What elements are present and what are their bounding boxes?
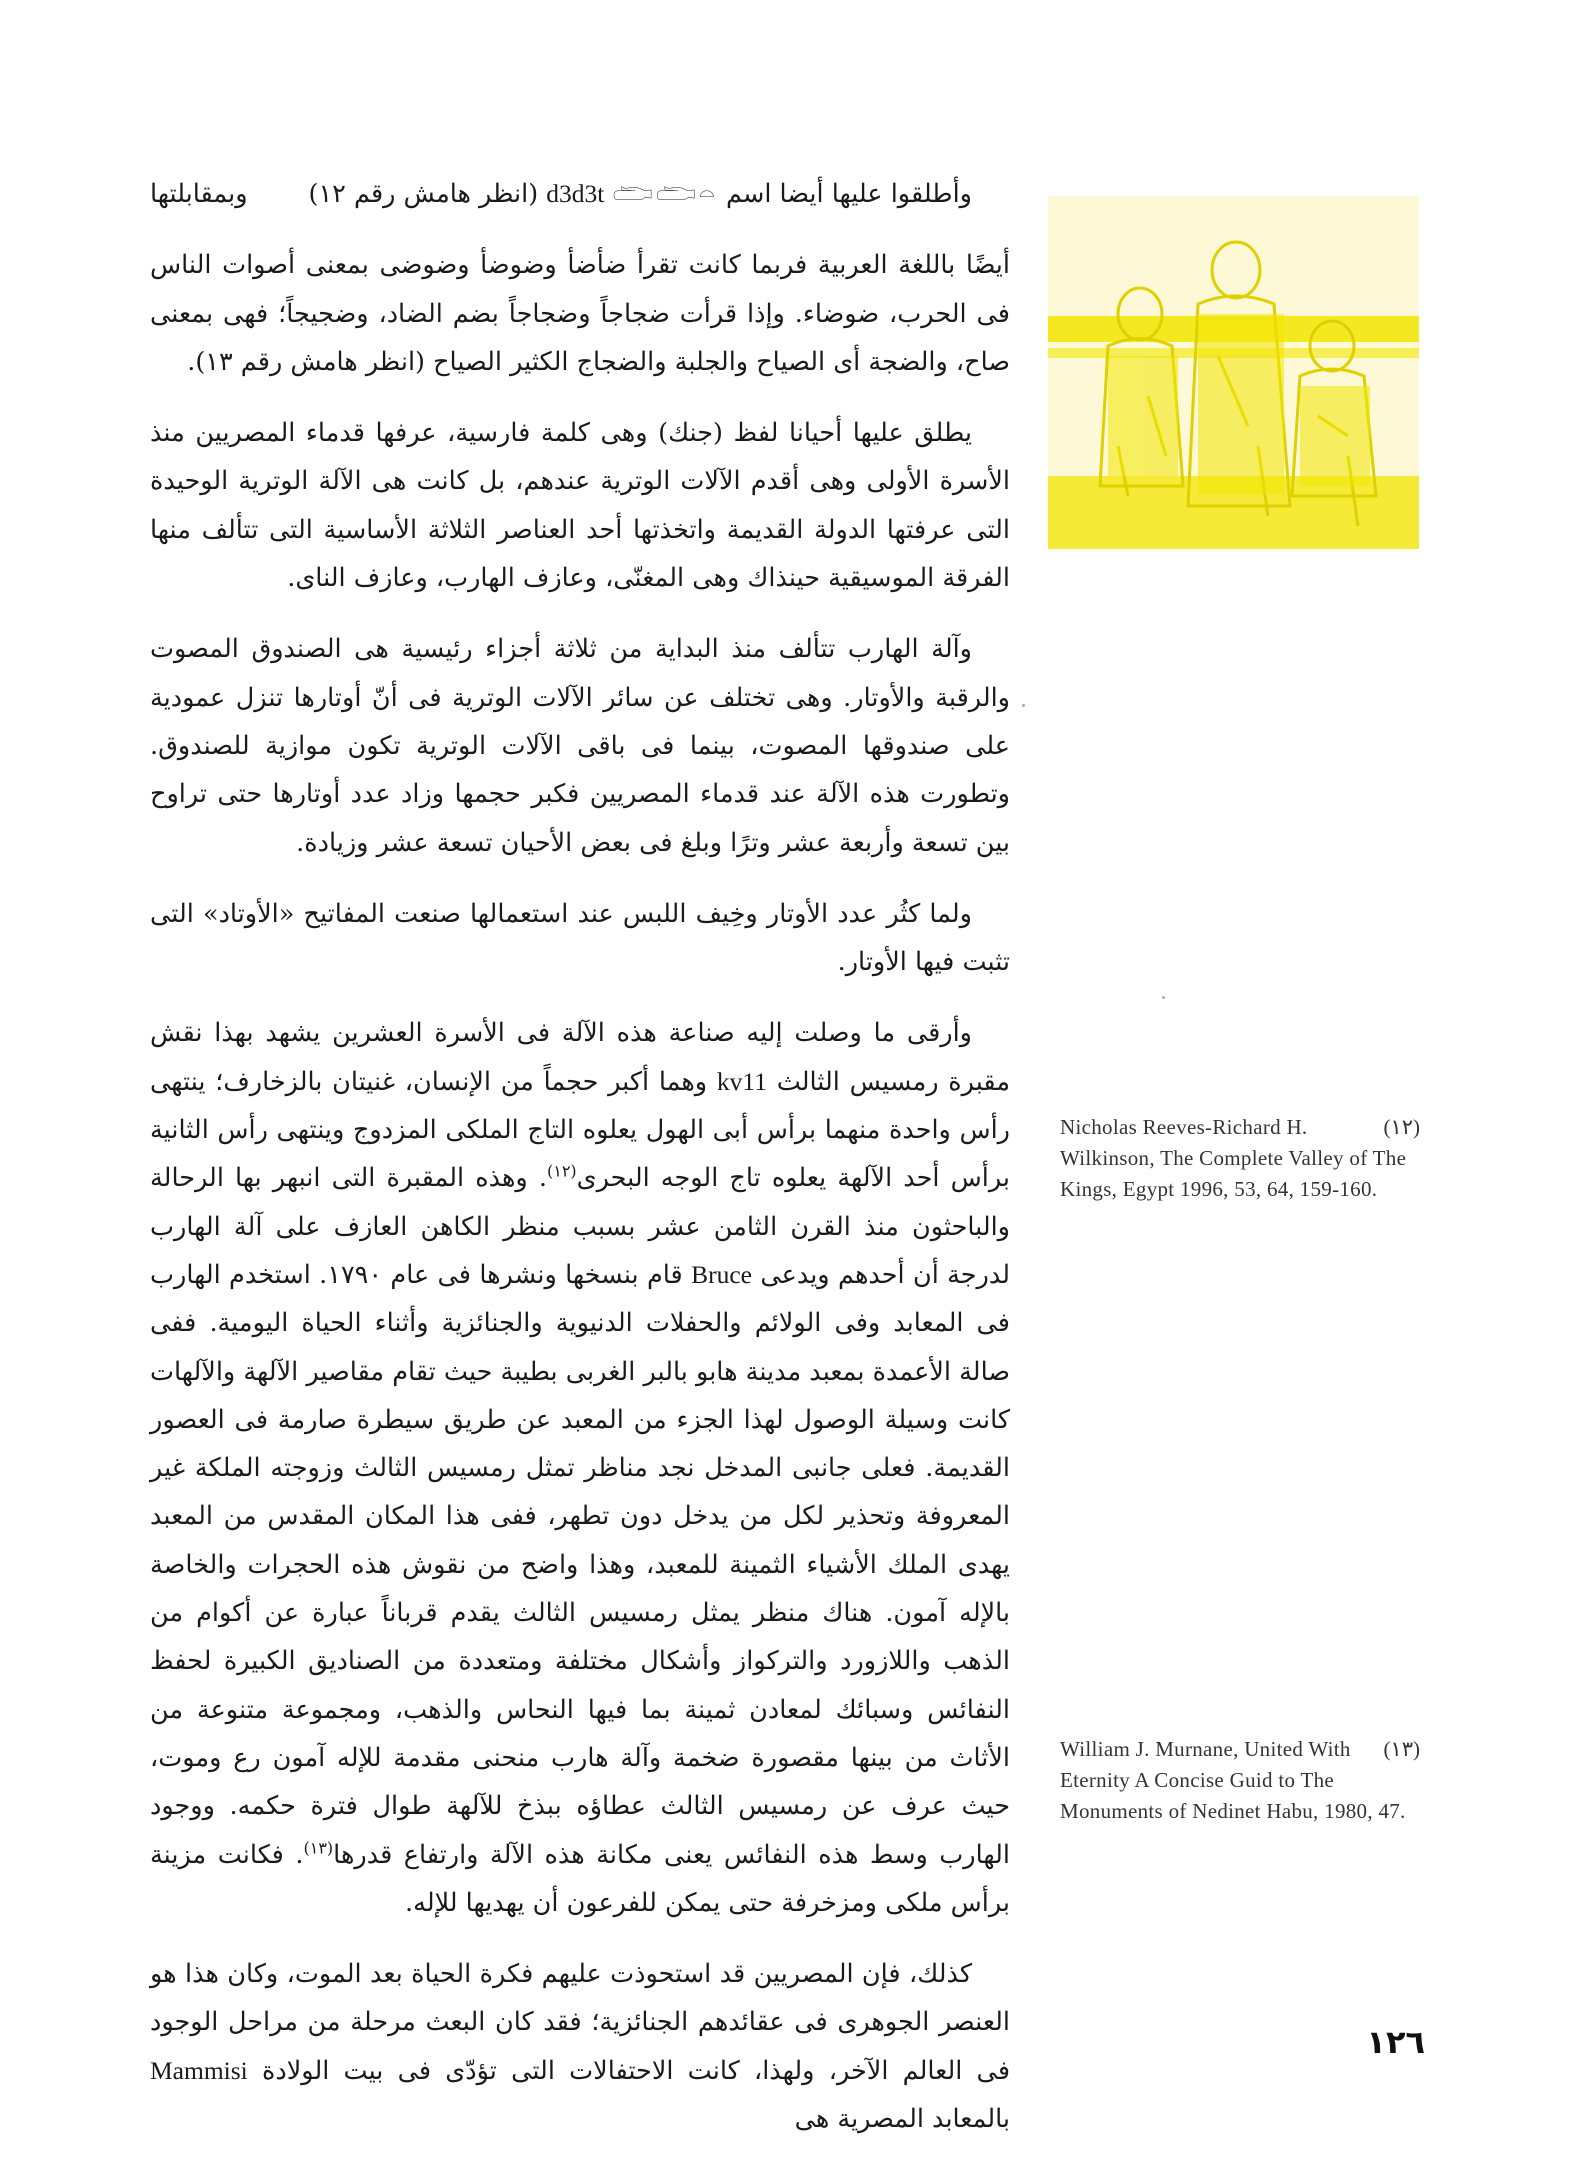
hieroglyph-group: 𓂧𓂧𓏏: [612, 179, 718, 209]
tomb-code: kv11: [716, 1066, 767, 1096]
footnote-13: [1060, 1734, 1420, 1827]
photo-figures-image: [1048, 196, 1419, 549]
transliteration: d3d3t: [546, 179, 605, 208]
paragraph-3: وآلة الهارب تتألف منذ البداية من ثلاثة أجزاء رئيسية هى الصندوق المصوت والرقبة والأوتار. وهى تختلف عن سائر الآلات الوترية فى أنّ أوتارها تنزل عمودية على صندوقها المصوت، بينما فى باقى الآلات الوترية تكون موازية للصندوق. وتطورت هذه الآلة عند قدماء المصريين فكبر حجمها وزاد عدد أوتارها حتى تراوح بين تسعة وأربعة عشر وترًا وبلغ فى بعض الأحيان تسعة عشر وزيادة.: [150, 634, 1010, 858]
main-text-column: [150, 170, 1010, 2166]
text-fragment: كذلك، فإن المصريين قد استحوذت عليهم فكرة الحياة بعد الموت، وكان هذا هو العنصر الجوهرى فى عقائدهم الجنائزية؛ فقد كان البعث مرحلة من مراحل الوجود فى العالم الآخر، ولهذا، كانت الاحتفالات التى تؤدّى فى بيت الولادة: [150, 1959, 1011, 2086]
scan-speck: [1162, 996, 1165, 999]
text-fragment: وبمقابلتها: [150, 179, 248, 209]
footnote-13-number: (١٣): [1383, 1737, 1420, 1761]
paragraph-5: [150, 1009, 1010, 1927]
text-fragment: . وهذه المقبرة التى انبهر بها الرحالة والباحثون منذ القرن الثامن عشر بسبب منظر الكاهن العازف على آلة الهارب لدرجة أن أحدهم ويدعى: [150, 1163, 1011, 1290]
latin-term: Mammisi: [150, 2055, 248, 2085]
paragraph-4: ولما كثُر عدد الأوتار وخِيف اللبس عند استعمالها صنعت المفاتيح «الأوتاد» التى تثبت فيها الأوتار.: [150, 898, 1010, 978]
yellow-photo-illustration: [1048, 196, 1419, 549]
paragraph-2: يطلق عليها أحيانا لفظ (جنك) وهى كلمة فارسية، عرفها قدماء المصريين منذ الأسرة الأولى وهى أقدم الآلات الوترية عندهم، بل كانت هى الآلة الوترية الوحيدة التى عرفتها الدولة القديمة واتخذتها أحد العناصر الثلاثة الأساسية التى تتألف منها الفرقة الموسيقية حينذاك وهى المغنّى، وعازف الهارب، وعازف الناى.: [150, 418, 1010, 594]
text-fragment: وهما أكبر حجماً من الإنسان، غنيتان بالزخارف؛ ينتهى رأس واحدة منهما برأس أبى الهول يعلوه التاج الملكى المزدوج وينتهى رأس الثانية برأس أحد الآلهة يعلوه تاج الوجه البحرى: [150, 1066, 1010, 1194]
footnote-reference: (انظر هامش رقم ١٢): [308, 179, 539, 209]
footnote-marker-12: (١٢): [546, 1161, 577, 1181]
paragraph-6: [150, 1950, 1010, 2143]
paragraph-1-first-line: [150, 170, 1010, 218]
paragraph-1: أيضًا باللغة العربية فربما كانت تقرأ ضأضأ وضوضأ وضوضى بمعنى أصوات الناس فى الحرب، ضوضاء. وإذا قرأت ضجاجاً وضجاجاً بضم الضاد، وضجيجاً؛ فهى بمعنى صاح، والضجة أى الصياح والجلبة والضجاج الكثير الصياح (انظر هامش رقم ١٣).: [150, 250, 1010, 377]
page-number: ١٢٦: [1366, 2023, 1425, 2061]
footnote-12-number: (١٢): [1383, 1115, 1420, 1139]
footnote-13-text: William J. Murnane, United With Eternity A Concise Guid to The Monuments of Nedinet Habu, 1980, 47.: [1060, 1737, 1406, 1823]
text-fragment: بالمعابد المصرية هى: [794, 2103, 1010, 2134]
text-fragment: . فكانت مزينة برأس ملكى ومزخرفة حتى يمكن للفرعون أن يهديها للإله.: [150, 1839, 1010, 1918]
footnote-12: [1060, 1112, 1420, 1205]
latin-name: Bruce: [691, 1259, 752, 1289]
text-fragment: وأطلقوا عليها أيضا اسم: [726, 179, 972, 209]
footnote-marker-13: (١٣): [303, 1838, 334, 1857]
text-fragment: قام بنسخها ونشرها فى عام ١٧٩٠. استخدم الهارب فى المعابد وفى الولائم والحفلات الدنيوية والجنائزية وأثناء الحياة اليومية. ففى صالة الأعمدة بمعبد مدينة هابو بالبر الغربى بطيبة حيث تقام مقاصير الآلهة والآلهات كانت وسيلة الوصول لهذا الجزء من المعبد عن طريق سيطرة صارمة فى العصور القديمة. فعلى جانبى المدخل نجد مناظر تمثل رمسيس الثالث وزوجته الملكة غير المعروفة وتحذير لكل من يدخل دون تطهر، ففى هذا المكان المقدس من المعبد يهدى الملك الأشياء الثمينة للمعبد، وهذا واضح من نقوش هذه الحجرات والخاصة بالإله آمون. هناك منظر يمثل رمسيس الثالث يقدم قرباناً عبارة عن أكوام من الذهب واللازورد والتركواز وأشكال مختلفة ومتعددة من الصناديق الكبيرة لحفظ النفائس وسبائك لمعادن ثمينة بما فيها النحاس والذهب، ومجموعة متنوعة من الأثاث من بينها مقصورة ضخمة وآلة هارب منحنى مقدمة للإله آمون رع وموت، حيث عرف عن رمسيس الثالث عطاؤه ببذخ للآلهة طوال فترة حكمه. ووجود الهارب وسط هذه النفائس يعنى مكانة هذه الآلة وارتفاع قدرها: [150, 1259, 1010, 1870]
text-fragment: وأرقى ما وصلت إليه صناعة هذه الآلة فى الأسرة العشرين يشهد بهذا نقش مقبرة رمسيس الثالث: [150, 1018, 1010, 1097]
scan-speck: [1022, 704, 1025, 707]
footnote-12-text: Nicholas Reeves-Richard H. Wilkinson, The Complete Valley of The Kings, Egypt 1996, 53, 64, 159-160.: [1060, 1115, 1407, 1201]
